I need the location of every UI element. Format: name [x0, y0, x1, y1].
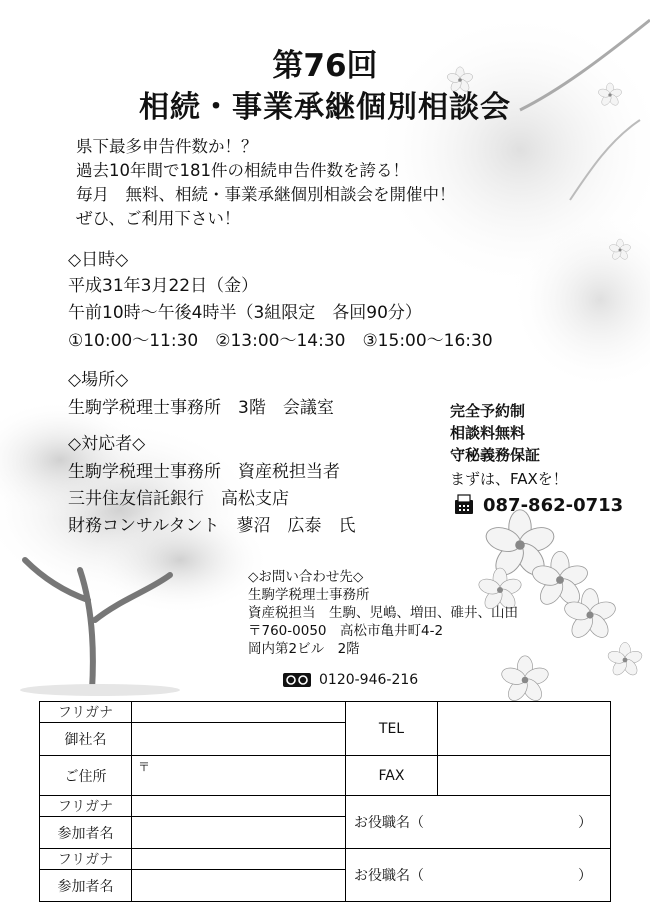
contact-phone: [453, 494, 623, 516]
intro-line: 県下最多申告件数か！？: [76, 137, 258, 156]
datetime-slots: ①10:00〜11:30 ②13:00〜14:30 ③15:00〜16:30: [68, 331, 493, 351]
tel-label: TEL: [346, 702, 438, 756]
address-input[interactable]: [132, 756, 346, 796]
intro-line: 過去10年間で181件の相続申告件数を誇る！: [76, 161, 409, 180]
staff-heading: ◇対応者◇: [68, 434, 146, 454]
contact-line: 資産税担当 生駒、児嶋、増田、碓井、山田: [248, 605, 518, 621]
contact-block: [248, 568, 518, 658]
participant1-position-input[interactable]: [346, 796, 611, 849]
participant2-furigana-input[interactable]: [132, 849, 346, 870]
participant1-input[interactable]: [132, 817, 346, 849]
staff-line: 財務コンサルタント 蓼沼 広泰 氏: [68, 516, 356, 536]
position-label: お役職名（: [354, 815, 424, 831]
place-section: [68, 368, 334, 420]
fax-phone-icon: [453, 494, 475, 516]
participant2-position-input[interactable]: [346, 849, 611, 902]
datetime-section: [68, 248, 493, 353]
place-heading: ◇場所◇: [68, 370, 129, 390]
datetime-date: 平成31年3月22日（金）: [68, 276, 259, 296]
staff-line: 三井住友信託銀行 高松支店: [68, 489, 289, 509]
furigana-label: フリガナ: [40, 796, 132, 817]
participant2-input[interactable]: [132, 870, 346, 902]
application-form: [39, 701, 611, 902]
intro-text: [76, 135, 456, 231]
phone-number: 087-862-0713: [483, 494, 624, 516]
position-close: ）: [578, 868, 592, 884]
furigana-label: フリガナ: [40, 702, 132, 723]
company-input[interactable]: [132, 723, 346, 756]
position-close: ）: [578, 815, 592, 831]
company-label: 御社名: [40, 723, 132, 756]
contact-line: 岡内第2ビル 2階: [248, 641, 360, 657]
note-line: 完全予約制: [450, 402, 526, 420]
note-line: 守秘義務保証: [450, 446, 541, 464]
place-text: 生駒学税理士事務所 3階 会議室: [68, 398, 334, 418]
participant1-label: 参加者名: [40, 817, 132, 849]
freedial: [283, 672, 418, 688]
freedial-icon: [283, 673, 311, 687]
reservation-notes: [450, 400, 540, 466]
event-title: 相続・事業承継個別相談会: [139, 90, 511, 125]
staff-line: 生駒学税理士事務所 資産税担当者: [68, 462, 340, 482]
company-furigana-input[interactable]: [132, 702, 346, 723]
datetime-heading: ◇日時◇: [68, 250, 129, 270]
contact-line: 生駒学税理士事務所: [248, 587, 370, 603]
note-line: 相談料無料: [450, 424, 526, 442]
datetime-hours: 午前10時〜午後4時半（3組限定 各回90分）: [68, 303, 422, 323]
position-label: お役職名（: [354, 868, 424, 884]
furigana-label: フリガナ: [40, 849, 132, 870]
address-label: ご住所: [40, 756, 132, 796]
tel-input[interactable]: [438, 702, 611, 756]
staff-section: [68, 432, 355, 538]
contact-heading: ◇お問い合わせ先◇: [248, 569, 364, 585]
intro-line: ぜひ、ご利用下さい！: [76, 209, 241, 228]
fax-label: FAX: [346, 756, 438, 796]
fax-prompt: まずは、FAXを！: [450, 470, 568, 488]
participant2-label: 参加者名: [40, 870, 132, 902]
participant1-furigana-input[interactable]: [132, 796, 346, 817]
event-number-title: 第76回: [272, 48, 378, 84]
contact-line: 〒760-0050 高松市亀井町4-2: [248, 623, 444, 639]
intro-line: 毎月 無料、相続・事業承継個別相談会を開催中！: [76, 185, 456, 204]
postal-mark: 〒: [138, 760, 151, 774]
freedial-number: 0120-946-216: [319, 672, 419, 688]
fax-input[interactable]: [438, 756, 611, 796]
